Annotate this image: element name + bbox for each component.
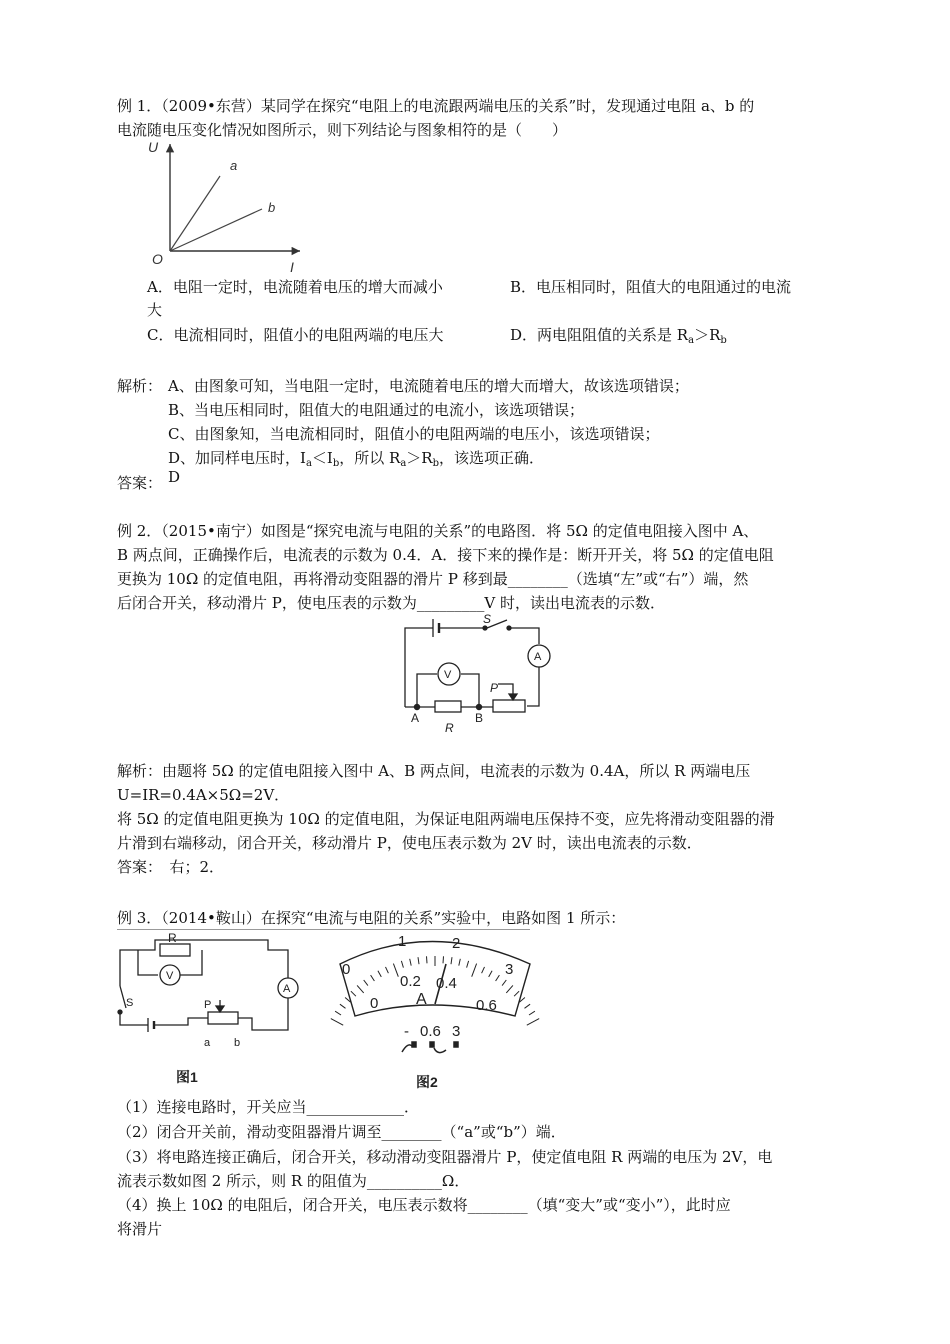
- ex1-question-line-1: 例 1．（2009•东营）某同学在探究“电阻上的电流跟两端电压的关系”时，发现通过电阻 a、b 的: [117, 97, 755, 115]
- ex1-line-b-label: b: [268, 200, 276, 215]
- ex2-analysis-line-3: 将 5Ω 的定值电阻更换为 10Ω 的定值电阻，为保证电阻两端电压保持不变，应先将滑动变阻器的滑: [117, 810, 775, 828]
- ex3-question-1: （1）连接电路时，开关应当_____________．: [117, 1098, 420, 1116]
- ex3-fig2-top-3: 3: [505, 961, 514, 978]
- meter-tick: [525, 1004, 531, 1008]
- ex3-fig2-bottom-2: 0.4: [436, 975, 457, 992]
- ex1-analysis-c: C、由图象知，当电流相同时，阻值小的电阻两端的电压小，该选项错误；: [168, 425, 660, 443]
- ex3-question-line-1: 例 3．（2014•鞍山）在探究“电流与电阻的关系”实验中，电路如图 1 所示：: [117, 909, 626, 927]
- ex3-fig2-bottom-0: 0: [370, 995, 379, 1012]
- ex2-question-line-4: 后闭合开关，移动滑片 P，使电压表的示数为_________V 时，读出电流表的示数．: [117, 594, 665, 612]
- ex1-answer: D: [168, 468, 181, 486]
- meter-tick: [443, 956, 444, 963]
- ex2-point-b-label: B: [475, 711, 484, 725]
- ex2-question-line-2: B 两点间，正确操作后，电流表的示数为 0.4．A．接下来的操作是：断开开关，将 5Ω 的定值电阻: [117, 546, 774, 564]
- ex3-question-3-line-2: 流表示数如图 2 所示，则 R 的阻值为__________Ω．: [117, 1172, 470, 1190]
- meter-tick: [529, 1011, 535, 1015]
- ex1-answer-label: 答案：: [117, 474, 163, 492]
- ex1-analysis-a: A、由图象可知，当电阻一定时，电流随着电压的增大而增大，故该选项错误；: [168, 377, 689, 395]
- ex3-figure-1-circuit: [110, 930, 310, 1090]
- ex1-option-c: C．电流相同时，阻值小的电阻两端的电压大: [147, 326, 444, 344]
- ex3-fig2-terminal-neg: -: [404, 1023, 409, 1040]
- ex2-analysis-line-2: U=IR=0.4A×5Ω=2V．: [117, 786, 290, 804]
- ex3-fig1-end-a: a: [204, 1037, 211, 1049]
- ex1-option-a-cont: 大: [147, 301, 163, 319]
- ex1-question-line-2: 电流随电压变化情况如图所示，则下列结论与图象相符的是（ ）: [117, 121, 568, 139]
- ex2-resistor-label: R: [445, 721, 454, 735]
- ex3-fig2-top-0: 0: [342, 961, 351, 978]
- ex1-x-label: I: [290, 259, 294, 275]
- ex1-ui-graph: [140, 138, 315, 278]
- ex3-fig1-voltmeter-label: V: [166, 970, 174, 982]
- ex3-question-4-line-2: 将滑片: [117, 1220, 163, 1238]
- ex3-fig2-unit: A: [416, 991, 427, 1008]
- ex2-analysis-line-1: 解析：由题将 5Ω 的定值电阻接入图中 A、B 两点间，电流表的示数为 0.4A，所以 R 两端电压: [117, 762, 751, 780]
- ex3-question-3-line-1: （3）将电路连接正确后，闭合开关，移动滑动变阻器滑片 P，使定值电阻 R 两端的电压为 2V，电: [117, 1148, 773, 1166]
- ex1-analysis-b: B、当电压相同时，阻值大的电阻通过的电流小，该选项错误；: [168, 401, 585, 419]
- ex1-origin-label: O: [152, 251, 163, 267]
- ex2-question-line-1: 例 2．（2015•南宁）如图是“探究电流与电阻的关系”的电路图．将 5Ω 的定值电阻接入图中 A、: [117, 522, 759, 540]
- ex2-point-a-label: A: [411, 711, 420, 725]
- ex2-question-line-3: 更换为 10Ω 的定值电阻，再将滑动变阻器的滑片 P 移到最________（选填“左”或“右”）端，然: [117, 570, 749, 588]
- ex1-analysis-d: D、加同样电压时，$I_a<I_b$，所以 $R_a>R_b$，该选项正确．: [168, 449, 545, 469]
- ex3-fig1-slider-label: P: [204, 999, 212, 1011]
- ex3-fig1-caption: 图1: [176, 1069, 198, 1085]
- ex3-fig1-switch-label: S: [126, 997, 134, 1009]
- ex2-answer: 答案： 右；2．: [117, 858, 225, 876]
- meter-tick: [527, 1019, 539, 1026]
- ex1-y-label: U: [148, 139, 159, 155]
- ex3-fig2-bottom-3: 0.6: [476, 997, 497, 1014]
- ex3-fig2-terminal-06: 0.6: [420, 1023, 441, 1040]
- ex3-figure-2-ammeter: [330, 924, 540, 1094]
- ex3-fig2-top-2: 2: [452, 935, 461, 952]
- ex3-fig1-end-b: b: [234, 1037, 241, 1049]
- ex1-option-a: A．电阻一定时，电流随着电压的增大而减小: [147, 278, 443, 296]
- ex3-fig2-terminal-wires: [402, 1042, 458, 1053]
- ex3-fig2-terminal-3: 3: [452, 1023, 461, 1040]
- meter-tick: [331, 1019, 343, 1026]
- ex2-analysis-line-4: 片滑到右端移动，闭合开关，移动滑片 P，使电压表示数为 2V 时，读出电流表的示数．: [117, 834, 702, 852]
- ex2-ammeter-label: A: [534, 651, 542, 663]
- ex3-fig2-top-1: 1: [398, 933, 407, 950]
- meter-tick: [335, 1011, 341, 1015]
- ex1-analysis-label: 解析：: [117, 377, 163, 395]
- ex1-option-d: D．两电阻阻值的关系是 $R_a>R_b$: [510, 326, 727, 346]
- ex3-fig2-bottom-1: 0.2: [400, 973, 421, 990]
- meter-tick: [427, 956, 428, 963]
- ex2-switch-label: S: [483, 612, 492, 626]
- ex3-fig1-resistor-label: R: [168, 931, 177, 945]
- ex1-option-b: B．电压相同时，阻值大的电阻通过的电流: [510, 278, 792, 296]
- ex2-circuit-diagram: [395, 612, 565, 740]
- ex3-question-2: （2）闭合开关前，滑动变阻器滑片调至________（“a”或“b”）端．: [117, 1123, 566, 1141]
- ex2-slider-label: P: [490, 681, 499, 695]
- ex3-fig2-caption: 图2: [416, 1074, 438, 1090]
- ex1-line-a-label: a: [230, 158, 238, 173]
- ex3-question-4-line-1: （4）换上 10Ω 的电阻后，闭合开关，电压表示数将________（填“变大”或“变小”），此时应: [117, 1196, 731, 1214]
- meter-tick: [340, 1004, 346, 1008]
- ex3-fig1-ammeter-label: A: [283, 983, 291, 995]
- ex2-voltmeter-label: V: [444, 669, 452, 681]
